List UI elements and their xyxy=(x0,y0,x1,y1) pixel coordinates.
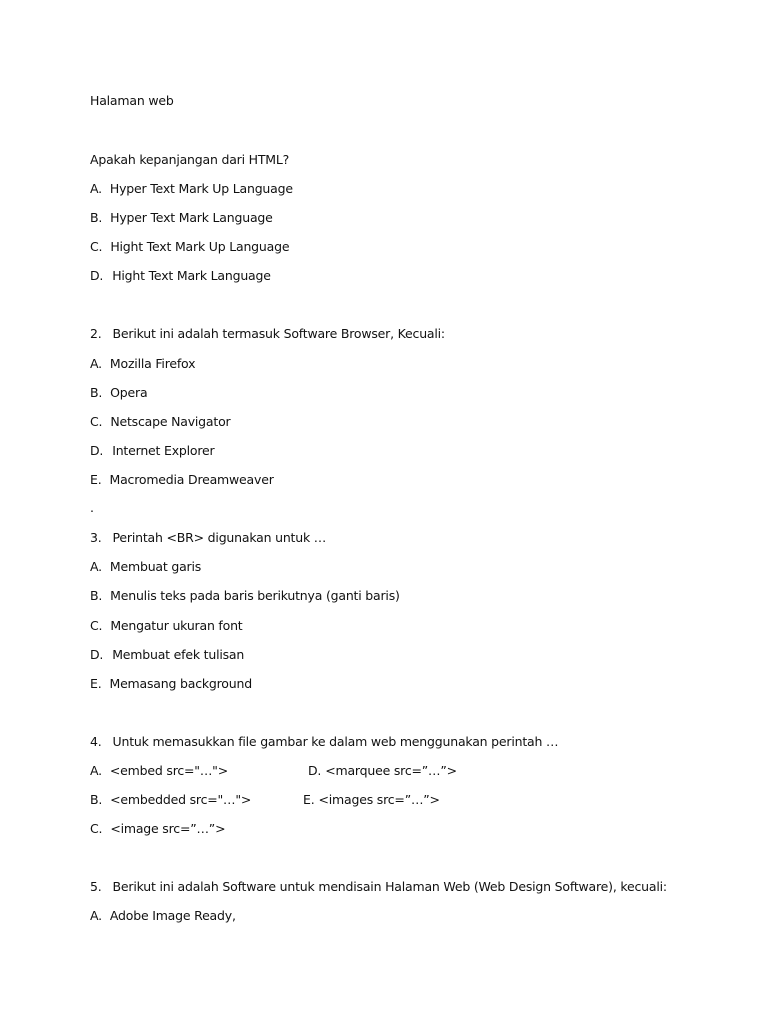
option-text: <embedded src="…"> xyxy=(110,792,252,807)
option-text: <images src=”…”> xyxy=(318,792,440,807)
q2-option-c xyxy=(90,414,230,430)
separator-dot: . xyxy=(90,500,94,515)
option-label: A. xyxy=(90,181,102,196)
q1-option-c xyxy=(90,239,289,255)
option-label: D. xyxy=(308,763,322,778)
question-number: 4. xyxy=(90,734,102,749)
q3-option-e xyxy=(90,676,252,692)
q5-option-a xyxy=(90,908,236,924)
q4-option-d xyxy=(308,763,457,779)
question-text: Perintah <BR> digunakan untuk … xyxy=(112,530,327,545)
option-text: <embed src="…"> xyxy=(109,763,228,778)
option-text: Opera xyxy=(110,385,148,400)
q4-option-a xyxy=(90,763,228,779)
q2-option-e xyxy=(90,472,274,488)
option-label: A. xyxy=(90,908,102,923)
option-text: <marquee src=”…”> xyxy=(325,763,457,778)
question-text: Berikut ini adalah Software untuk mendisain Halaman Web (Web Design Software), kecuali: xyxy=(112,879,667,894)
q1-option-d xyxy=(90,268,271,284)
option-label: B. xyxy=(90,792,103,807)
option-text: <image src=”…”> xyxy=(110,821,226,836)
option-text: Mengatur ukuran font xyxy=(110,618,243,633)
q4-option-c xyxy=(90,821,225,837)
option-text: Hyper Text Mark Up Language xyxy=(109,181,293,196)
q1-option-b xyxy=(90,210,273,226)
option-label: C. xyxy=(90,414,103,429)
option-label: E. xyxy=(90,472,102,487)
option-text: Hight Text Mark Language xyxy=(112,268,271,283)
option-text: Adobe Image Ready, xyxy=(109,908,236,923)
q2-option-d xyxy=(90,443,214,459)
option-label: B. xyxy=(90,588,103,603)
question-number: 3. xyxy=(90,530,102,545)
q4-option-b xyxy=(90,792,251,808)
question-4 xyxy=(90,734,558,750)
q3-option-d xyxy=(90,647,244,663)
question-text: Untuk memasukkan file gambar ke dalam web menggunakan perintah … xyxy=(112,734,559,749)
option-text: Hight Text Mark Up Language xyxy=(110,239,290,254)
option-text: Membuat efek tulisan xyxy=(112,647,245,662)
q3-option-c xyxy=(90,618,243,634)
option-text: Internet Explorer xyxy=(112,443,215,458)
question-1-text: Apakah kepanjangan dari HTML? xyxy=(90,152,290,167)
q4-option-e xyxy=(303,792,440,808)
option-text: Macromedia Dreamweaver xyxy=(109,472,274,487)
option-label: D. xyxy=(90,647,104,662)
question-2 xyxy=(90,326,445,342)
question-number: 2. xyxy=(90,326,102,341)
question-3 xyxy=(90,530,326,546)
q2-option-a xyxy=(90,356,195,372)
q3-option-b xyxy=(90,588,400,604)
option-label: A. xyxy=(90,559,102,574)
option-label: C. xyxy=(90,821,103,836)
option-label: A. xyxy=(90,356,102,371)
option-label: B. xyxy=(90,210,103,225)
option-label: D. xyxy=(90,443,104,458)
option-label: A. xyxy=(90,763,102,778)
q2-option-b xyxy=(90,385,147,401)
option-text: Netscape Navigator xyxy=(110,414,231,429)
option-label: C. xyxy=(90,618,103,633)
option-text: Menulis teks pada baris berikutnya (ganti baris) xyxy=(110,588,400,603)
question-number: 5. xyxy=(90,879,102,894)
option-label: C. xyxy=(90,239,103,254)
option-text: Hyper Text Mark Language xyxy=(110,210,273,225)
q1-option-a xyxy=(90,181,293,197)
option-text: Mozilla Firefox xyxy=(109,356,196,371)
option-text: Membuat garis xyxy=(109,559,202,574)
question-5 xyxy=(90,879,667,895)
document-title: Halaman web xyxy=(90,93,174,108)
option-label: D. xyxy=(90,268,104,283)
q3-option-a xyxy=(90,559,201,575)
option-text: Memasang background xyxy=(109,676,252,691)
option-label: B. xyxy=(90,385,103,400)
option-label: E. xyxy=(303,792,315,807)
question-text: Berikut ini adalah termasuk Software Browser, Kecuali: xyxy=(112,326,445,341)
option-label: E. xyxy=(90,676,102,691)
